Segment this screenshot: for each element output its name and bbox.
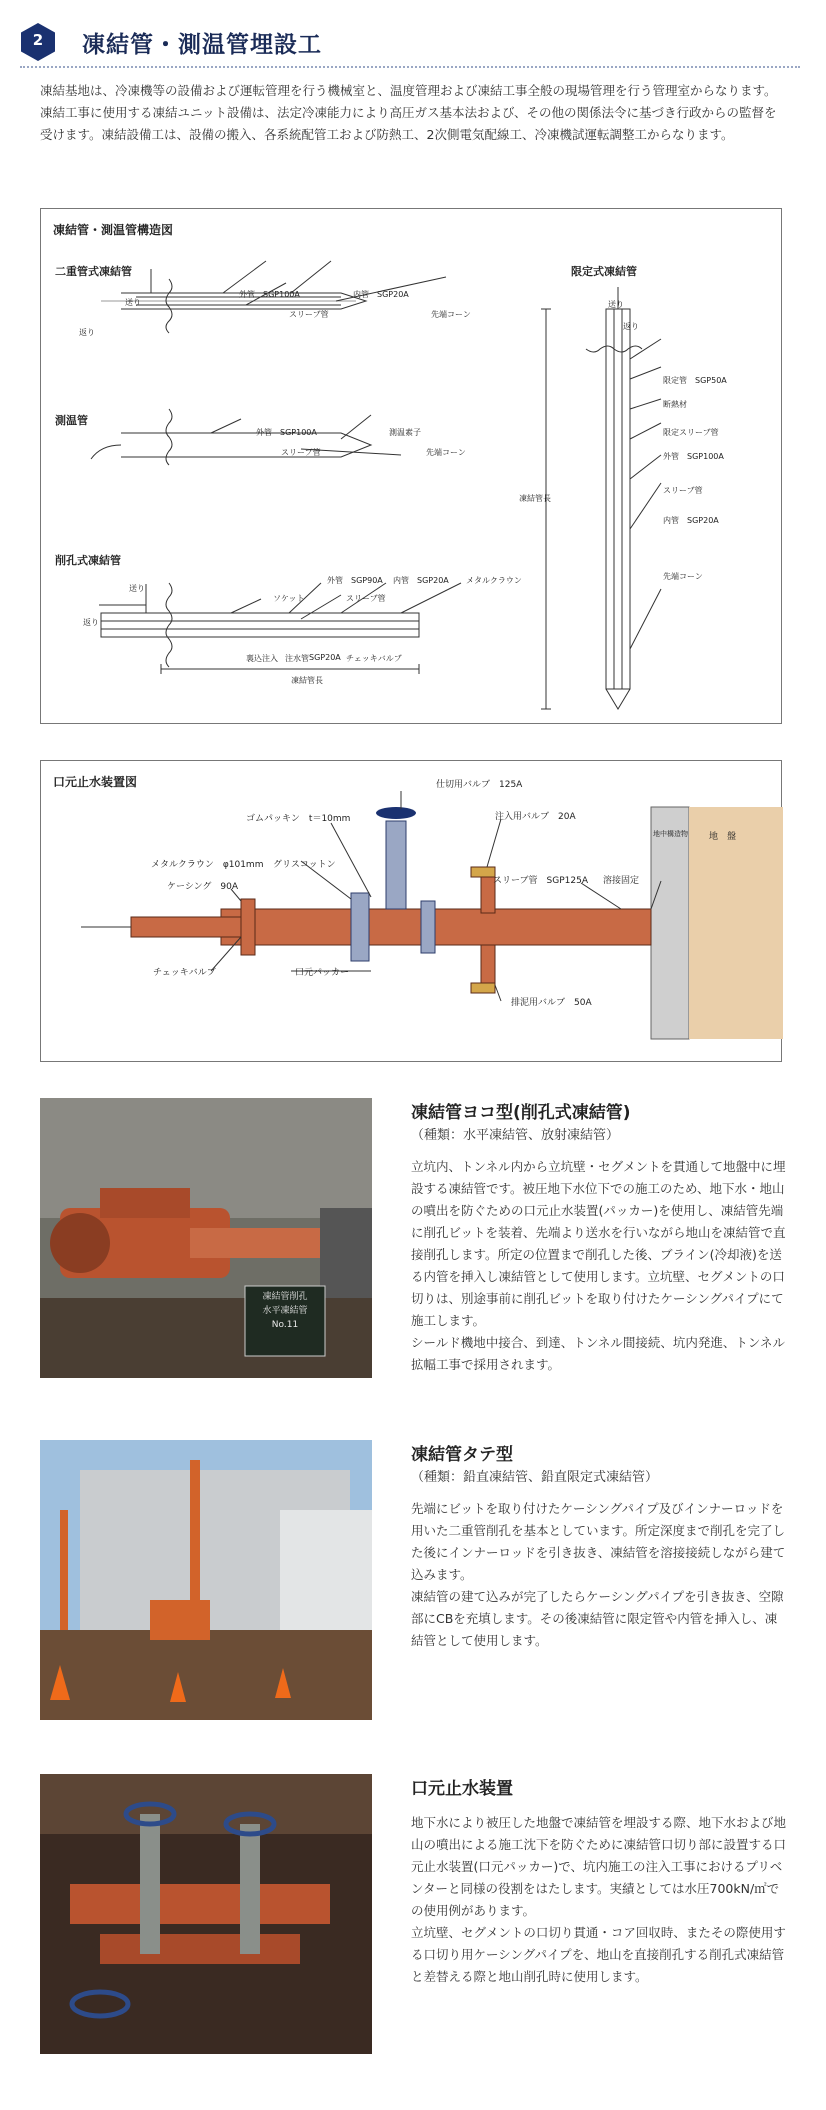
underground-structure-label: 地中構造物: [653, 830, 688, 838]
photo-water-stop-device: [40, 1774, 372, 2054]
drill-pipe-inject-label: 裏込注入: [246, 654, 278, 663]
section3-body: [411, 1812, 786, 1988]
drill-pipe-sgp20-label: SGP20A: [309, 653, 341, 662]
drill-pipe-return-label: 返り: [83, 618, 99, 627]
packer-label: 口元パッカー: [295, 968, 350, 978]
temp-pipe-sensor-label: 測温素子: [389, 428, 421, 437]
limited-pipe-insul-label: 断熱材: [663, 400, 687, 409]
limited-pipe-limit-label: 限定管 SGP50A: [663, 376, 727, 385]
section2-paragraph-1: 先端にビットを取り付けたケーシングパイプ及びインナーロッドを用いた二重管削孔を基本としています。所定深度まで削孔を完了した後にインナーロッドを引き抜き、凍結管を溶接接続しながら建て込みます。: [411, 1501, 786, 1582]
section2-paragraph-2: 凍結管の建て込みが完了したらケーシングパイプを引き抜き、空隙部にCBを充填します。その後凍結管に限定管や内管を挿入し、凍結管として使用します。: [411, 1589, 784, 1648]
limited-pipe-send-label: 送り: [608, 300, 624, 309]
water-stop-drawing: [41, 761, 783, 1063]
section1-subtitle: （種類：水平凍結管、放射凍結管）: [411, 1128, 620, 1143]
section2-body: [411, 1498, 786, 1652]
drill-pipe-send-label: 送り: [129, 584, 145, 593]
section3-title: 口元止水装置: [411, 1779, 513, 1799]
drill-pipe-outer-label: 外管 SGP90A: [327, 576, 383, 585]
section2-subtitle: （種類：鉛直凍結管、鉛直限定式凍結管）: [411, 1470, 659, 1485]
temp-pipe-outer-label: 外管 SGP100A: [256, 428, 317, 437]
drill-pipe-sleeve-label: スリーブ管: [346, 594, 386, 603]
section3-paragraph-2: 立坑壁、セグメントの口切り貫通・コア回収時、またその際使用する口切り用ケーシングパイプを、地山を直接削孔する削孔式凍結管と差替える際と地山削孔時に使用します。: [411, 1925, 786, 1984]
drill-pipe-length-label: 凍結管長: [291, 676, 323, 685]
limited-pipe-outer-label: 外管 SGP100A: [663, 452, 724, 461]
water-stop-device-diagram: [40, 760, 782, 1062]
diagram-title: 凍結管・測温管構造図: [53, 223, 174, 237]
drain-valve-label: 排泥用バルブ 50A: [511, 998, 592, 1008]
section3-paragraph-1: 地下水により被圧した地盤で凍結管を埋設する際、地下水および地山の噴出による施工沈下を防ぐために凍結管口切り部に設置する口元止水装置(口元パッカー)で、坑内施工の注入工事におけるプリベンターと同様の役割をはたします。実績としては水圧700kN/㎡での使用例があります。: [411, 1815, 787, 1918]
photo-vertical-pipe: [40, 1440, 372, 1720]
weld-label: 溶接固定: [603, 876, 640, 886]
double-pipe-title: 二重管式凍結管: [55, 265, 132, 278]
double-pipe-sleeve-label: スリーブ管: [289, 310, 329, 319]
drill-pipe-crown-label: メタルクラウン: [466, 576, 522, 585]
pipe-structure-diagram: [40, 208, 782, 724]
gate-valve-label: 仕切用バルブ 125A: [436, 780, 523, 790]
double-pipe-return-label: 返り: [79, 328, 95, 337]
limited-pipe-inner-label: 内管 SGP20A: [663, 516, 719, 525]
diagram-title: 口元止水装置図: [53, 775, 138, 789]
limited-pipe-sleeve-label: スリーブ管: [663, 486, 703, 495]
limited-pipe-return-label: 返り: [623, 322, 639, 331]
sleeve-label: スリーブ管 SGP125A: [493, 876, 588, 886]
photo-horizontal-pipe: [40, 1098, 372, 1378]
double-pipe-outer-label: 外管 SGP100A: [239, 290, 300, 299]
double-pipe-send-label: 送り: [125, 298, 141, 307]
pipe-structure-drawing: [41, 209, 783, 725]
drill-pipe-socket-label: ソケット: [273, 594, 305, 603]
photo-sign-board: [248, 1290, 322, 1332]
drill-pipe-check-label: チェッキバルブ: [346, 654, 402, 663]
page-title: 凍結管・測温管埋設工: [82, 32, 322, 58]
double-pipe-inner-label: 内管 SGP20A: [353, 290, 409, 299]
drill-pipe-inner-label: 内管 SGP20A: [393, 576, 449, 585]
drill-pipe-title: 削孔式凍結管: [55, 554, 121, 567]
inject-valve-label: 注入用バルブ 20A: [495, 812, 576, 822]
metal-crown-label: メタルクラウン φ101mm: [151, 860, 264, 870]
gland-label: グリスコットン: [273, 860, 336, 870]
section1-paragraph-1: 立坑内、トンネル内から立坑壁・セグメントを貫通して地盤中に埋設する凍結管です。被圧地下水位下での施工のため、地下水・地山の噴出を防ぐための口元止水装置(パッカー)を使用し、凍結管先端に削孔ビットを装着、先端より送水を行いながら地山を凍結管で直接削孔します。所定の位置まで削孔した後、ブライン(冷却液)を送る内管を挿入し凍結管として使用します。立坑壁、セグメントの口切りは、別途事前に削孔ビットを取り付けたケーシングパイプにて施工します。: [411, 1159, 786, 1328]
sign-line-3: No.11: [271, 1320, 299, 1330]
limited-pipe-length-label: 凍結管長: [519, 494, 551, 503]
limited-pipe-cone-label: 先端コーン: [663, 572, 703, 581]
sign-line-2: 水平凍結管: [262, 1306, 308, 1316]
section-header: [20, 22, 800, 66]
section-number: 2: [32, 31, 44, 49]
limited-pipe-title: 限定式凍結管: [571, 265, 637, 278]
double-pipe-cone-label: 先端コーン: [431, 310, 471, 319]
ground-label: 地 盤: [709, 832, 737, 842]
section1-body: [411, 1156, 786, 1376]
intro-paragraph: 凍結基地は、冷凍機等の設備および運転管理を行う機械室と、温度管理および凍結工事全般の現場管理を行う管理室からなります。凍結工事に使用する凍結ユニット設備は、法定冷凍能力により高圧ガス基本法および、その他の関係法令に基づき行政からの監督を受けます。凍結設備工は、設備の搬入、各系統配管工および防熱工、2次側電気配線工、冷凍機試運転調整工からなります。: [40, 83, 777, 142]
drill-pipe-ball-label: 注水管: [285, 654, 309, 663]
section2-title: 凍結管タテ型: [411, 1445, 513, 1465]
temp-pipe-cone-label: 先端コーン: [426, 448, 466, 457]
sign-line-1: 凍結管削孔: [262, 1292, 308, 1302]
rubber-packing-label: ゴムパッキン t＝10mm: [246, 814, 351, 824]
temp-pipe-sleeve-label: スリーブ管: [281, 448, 321, 457]
section1-title: 凍結管ヨコ型(削孔式凍結管): [411, 1103, 631, 1123]
check-valve-label: チェッキバルブ: [153, 968, 216, 978]
hexagon-number-badge: [20, 22, 56, 62]
casing-label: ケーシング 90A: [167, 882, 239, 892]
temp-pipe-title: 測温管: [55, 414, 88, 427]
title-divider: [20, 66, 800, 68]
limited-pipe-limit-sleeve-label: 限定スリーブ管: [663, 428, 719, 437]
section1-paragraph-2: シールド機地中接合、到達、トンネル間接続、坑内発進、トンネル拡幅工事で採用されます。: [411, 1335, 786, 1372]
